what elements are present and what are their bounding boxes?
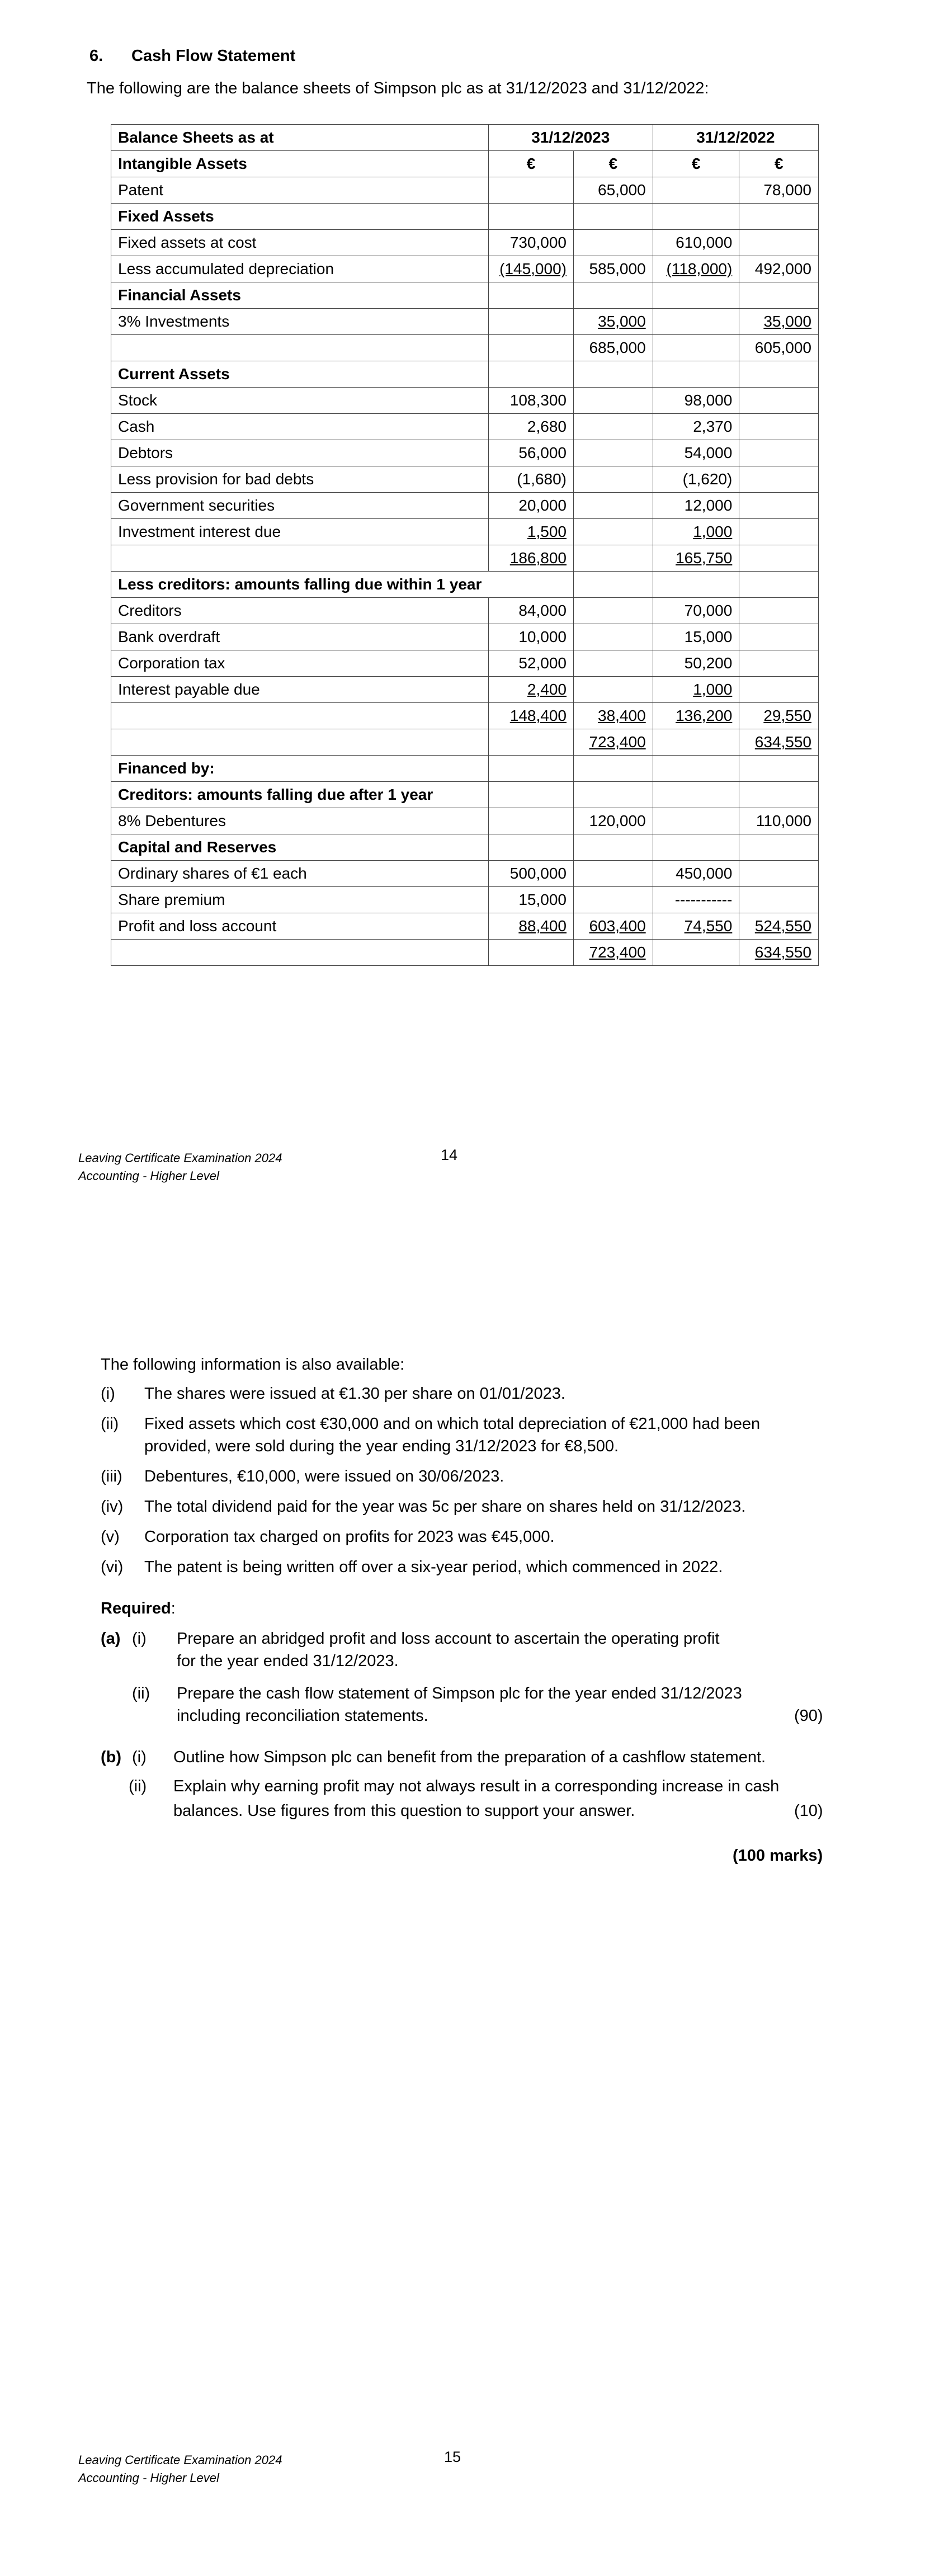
row-label: Fixed assets at cost bbox=[111, 230, 489, 256]
cell-c2 bbox=[573, 204, 653, 230]
part-a-ii-label: (ii) bbox=[132, 1685, 150, 1702]
cell-value: 50,200 bbox=[684, 654, 733, 672]
row-label bbox=[111, 703, 489, 729]
cell-c4 bbox=[739, 572, 819, 598]
cell-value: 70,000 bbox=[684, 602, 733, 619]
cell-value: 148,400 bbox=[509, 707, 567, 724]
cell-c1 bbox=[488, 782, 573, 808]
cell-c4 bbox=[739, 493, 819, 519]
cell-c2 bbox=[573, 335, 653, 361]
cell-value: (118,000) bbox=[666, 260, 733, 277]
table-row bbox=[111, 335, 819, 361]
cell-c4 bbox=[739, 309, 819, 335]
cell-c1 bbox=[488, 703, 573, 729]
cell-c1 bbox=[488, 388, 573, 414]
header-date-2023: 31/12/2023 bbox=[488, 125, 653, 151]
table-row bbox=[111, 361, 819, 388]
cell-value: 12,000 bbox=[684, 497, 733, 514]
part-a-i-line2: for the year ended 31/12/2023. bbox=[177, 1652, 399, 1670]
cell-value: 500,000 bbox=[509, 865, 567, 882]
cell-value: 65,000 bbox=[598, 181, 646, 199]
page-15 bbox=[0, 1286, 925, 2576]
cell-c3 bbox=[653, 756, 739, 782]
part-b-ii-line1: Explain why earning profit may not always result in a corresponding increase in cash bbox=[173, 1777, 780, 1795]
cell-c4 bbox=[739, 230, 819, 256]
cell-value: € bbox=[691, 155, 701, 172]
row-label: Current Assets bbox=[111, 361, 489, 388]
cell-c1 bbox=[488, 650, 573, 677]
cell-c3 bbox=[653, 861, 739, 887]
table-row bbox=[111, 545, 819, 572]
row-label: Fixed Assets bbox=[111, 204, 489, 230]
cell-c3 bbox=[653, 466, 739, 493]
cell-c1 bbox=[488, 756, 573, 782]
item-text: The patent is being written off over a six-year period, which commenced in 2022. bbox=[144, 1558, 723, 1576]
cell-c4 bbox=[739, 151, 819, 177]
cell-value: 35,000 bbox=[763, 313, 811, 330]
cell-c3 bbox=[653, 519, 739, 545]
table-row bbox=[111, 309, 819, 335]
cell-value: 136,200 bbox=[676, 707, 733, 724]
table-row bbox=[111, 177, 819, 204]
table-row bbox=[111, 834, 819, 861]
row-label: Debtors bbox=[111, 440, 489, 466]
page-number: 15 bbox=[444, 2448, 461, 2465]
cell-c3 bbox=[653, 177, 739, 204]
cell-c1 bbox=[488, 493, 573, 519]
row-label: Stock bbox=[111, 388, 489, 414]
row-label: Ordinary shares of €1 each bbox=[111, 861, 489, 887]
cell-value: (1,680) bbox=[517, 470, 567, 488]
cell-c4 bbox=[739, 729, 819, 756]
cell-value: 723,400 bbox=[589, 733, 646, 751]
cell-c2 bbox=[573, 414, 653, 440]
cell-c2 bbox=[573, 230, 653, 256]
cell-c1 bbox=[488, 335, 573, 361]
cell-c2 bbox=[573, 650, 653, 677]
table-row bbox=[111, 940, 819, 966]
table-row bbox=[111, 729, 819, 756]
cell-c4 bbox=[739, 204, 819, 230]
row-label: Less provision for bad debts bbox=[111, 466, 489, 493]
cell-value: 450,000 bbox=[676, 865, 733, 882]
cell-value: 88,400 bbox=[518, 917, 567, 935]
cell-value: 10,000 bbox=[518, 628, 567, 645]
row-label: Intangible Assets bbox=[111, 151, 489, 177]
table-row bbox=[111, 913, 819, 940]
cell-c4 bbox=[739, 388, 819, 414]
cell-value: 1,000 bbox=[693, 681, 733, 698]
cell-c1 bbox=[488, 729, 573, 756]
cell-c2 bbox=[573, 519, 653, 545]
table-row bbox=[111, 861, 819, 887]
footer bbox=[78, 2451, 282, 2487]
cell-value: 54,000 bbox=[684, 444, 733, 461]
cell-c4 bbox=[739, 256, 819, 282]
row-label: Profit and loss account bbox=[111, 913, 489, 940]
cell-c2 bbox=[573, 151, 653, 177]
cell-c4 bbox=[739, 624, 819, 650]
table-header-row bbox=[111, 125, 819, 151]
cell-c3 bbox=[653, 545, 739, 572]
row-label bbox=[111, 940, 489, 966]
cell-c1 bbox=[488, 230, 573, 256]
cell-value: 723,400 bbox=[589, 943, 646, 961]
cell-c2 bbox=[573, 861, 653, 887]
table-row bbox=[111, 572, 819, 598]
cell-c3 bbox=[653, 230, 739, 256]
cell-c2 bbox=[573, 703, 653, 729]
cell-c1 bbox=[488, 204, 573, 230]
cell-value: 52,000 bbox=[518, 654, 567, 672]
cell-c4 bbox=[739, 756, 819, 782]
cell-c4 bbox=[739, 414, 819, 440]
cell-c3 bbox=[653, 624, 739, 650]
cell-c3 bbox=[653, 309, 739, 335]
item-text: Debentures, €10,000, were issued on 30/06/2023. bbox=[144, 1468, 504, 1485]
cell-c4 bbox=[739, 335, 819, 361]
part-a-marks: (90) bbox=[794, 1707, 823, 1725]
question-title: Cash Flow Statement bbox=[131, 47, 296, 65]
info-intro: The following information is also available: bbox=[101, 1356, 405, 1374]
cell-value: ----------- bbox=[674, 891, 733, 908]
cell-value: 603,400 bbox=[589, 917, 646, 935]
question-heading bbox=[89, 47, 295, 65]
cell-c4 bbox=[739, 913, 819, 940]
cell-c1 bbox=[488, 624, 573, 650]
header-label: Balance Sheets as at bbox=[111, 125, 489, 151]
required-heading bbox=[101, 1600, 176, 1618]
cell-c2 bbox=[573, 782, 653, 808]
table-row bbox=[111, 703, 819, 729]
cell-c4 bbox=[739, 808, 819, 834]
table-row bbox=[111, 230, 819, 256]
cell-c4 bbox=[739, 940, 819, 966]
cell-c1 bbox=[488, 861, 573, 887]
cell-c3 bbox=[653, 572, 739, 598]
cell-c3 bbox=[653, 598, 739, 624]
cell-c1 bbox=[488, 598, 573, 624]
row-label: Financial Assets bbox=[111, 282, 489, 309]
cell-value: 56,000 bbox=[518, 444, 567, 461]
table-row bbox=[111, 519, 819, 545]
table-row bbox=[111, 204, 819, 230]
cell-value: 2,400 bbox=[527, 681, 567, 698]
item-label: (iv) bbox=[101, 1498, 124, 1516]
cell-c4 bbox=[739, 887, 819, 913]
footer-exam-name: Leaving Certificate Examination 2024 bbox=[78, 2453, 282, 2467]
cell-c2 bbox=[573, 913, 653, 940]
item-label: (v) bbox=[101, 1528, 120, 1546]
part-b-marks: (10) bbox=[794, 1802, 823, 1820]
table-row bbox=[111, 440, 819, 466]
cell-value: € bbox=[608, 155, 618, 172]
cell-c1 bbox=[488, 466, 573, 493]
cell-value: 685,000 bbox=[589, 339, 646, 356]
table-row bbox=[111, 887, 819, 913]
item-label: (vi) bbox=[101, 1558, 124, 1576]
page-14 bbox=[0, 0, 925, 1286]
table-row bbox=[111, 598, 819, 624]
cell-c3 bbox=[653, 887, 739, 913]
cell-c3 bbox=[653, 361, 739, 388]
cell-c1 bbox=[488, 834, 573, 861]
cell-c1 bbox=[488, 282, 573, 309]
cell-c3 bbox=[653, 151, 739, 177]
row-label: Share premium bbox=[111, 887, 489, 913]
cell-c3 bbox=[653, 650, 739, 677]
cell-c4 bbox=[739, 361, 819, 388]
row-label bbox=[111, 335, 489, 361]
cell-c1 bbox=[488, 545, 573, 572]
cell-c1 bbox=[488, 151, 573, 177]
cell-c1 bbox=[488, 913, 573, 940]
cell-c3 bbox=[653, 834, 739, 861]
cell-c1 bbox=[488, 256, 573, 282]
part-b-ii-line2: balances. Use figures from this question to support your answer. bbox=[173, 1802, 635, 1820]
part-b-i-label: (i) bbox=[132, 1748, 147, 1766]
cell-c3 bbox=[653, 204, 739, 230]
cell-c1 bbox=[488, 440, 573, 466]
cell-value: 524,550 bbox=[754, 917, 811, 935]
item-text: The shares were issued at €1.30 per share on 01/01/2023. bbox=[144, 1385, 565, 1403]
cell-c2 bbox=[573, 729, 653, 756]
cell-c1 bbox=[488, 519, 573, 545]
cell-c4 bbox=[739, 703, 819, 729]
cell-value: (1,620) bbox=[682, 470, 733, 488]
cell-value: 634,550 bbox=[754, 733, 811, 751]
table-row bbox=[111, 808, 819, 834]
cell-c1 bbox=[488, 940, 573, 966]
cell-value: 78,000 bbox=[763, 181, 811, 199]
cell-c3 bbox=[653, 414, 739, 440]
cell-value: 492,000 bbox=[754, 260, 811, 277]
cell-c4 bbox=[739, 545, 819, 572]
row-label: Government securities bbox=[111, 493, 489, 519]
cell-c3 bbox=[653, 282, 739, 309]
row-label: Corporation tax bbox=[111, 650, 489, 677]
part-b-label: (b) bbox=[101, 1748, 122, 1766]
table-row bbox=[111, 650, 819, 677]
cell-c3 bbox=[653, 808, 739, 834]
row-label: Interest payable due bbox=[111, 677, 489, 703]
cell-value: 84,000 bbox=[518, 602, 567, 619]
cell-c2 bbox=[573, 388, 653, 414]
row-label: 8% Debentures bbox=[111, 808, 489, 834]
row-label: Financed by: bbox=[111, 756, 489, 782]
question-intro: The following are the balance sheets of Simpson plc as at 31/12/2023 and 31/12/2022: bbox=[87, 79, 709, 97]
cell-c3 bbox=[653, 729, 739, 756]
cell-c1 bbox=[488, 808, 573, 834]
cell-value: 165,750 bbox=[676, 549, 733, 567]
cell-c3 bbox=[653, 440, 739, 466]
cell-c2 bbox=[573, 677, 653, 703]
cell-value: 108,300 bbox=[509, 391, 567, 409]
table-row bbox=[111, 756, 819, 782]
cell-value: 20,000 bbox=[518, 497, 567, 514]
cell-c2 bbox=[573, 572, 653, 598]
cell-value: 186,800 bbox=[509, 549, 567, 567]
cell-value: 605,000 bbox=[754, 339, 811, 356]
cell-c1 bbox=[488, 572, 573, 598]
item-label: (iii) bbox=[101, 1468, 122, 1485]
table-row bbox=[111, 256, 819, 282]
cell-c4 bbox=[739, 650, 819, 677]
cell-c2 bbox=[573, 440, 653, 466]
row-label: 3% Investments bbox=[111, 309, 489, 335]
row-label: Patent bbox=[111, 177, 489, 204]
part-a-label: (a) bbox=[101, 1630, 121, 1648]
cell-c1 bbox=[488, 177, 573, 204]
row-label: Bank overdraft bbox=[111, 624, 489, 650]
row-label: Creditors: amounts falling due after 1 year bbox=[111, 782, 489, 808]
cell-c4 bbox=[739, 598, 819, 624]
cell-c2 bbox=[573, 282, 653, 309]
cell-c3 bbox=[653, 703, 739, 729]
cell-c2 bbox=[573, 887, 653, 913]
cell-value: 29,550 bbox=[763, 707, 811, 724]
cell-c2 bbox=[573, 808, 653, 834]
cell-c2 bbox=[573, 256, 653, 282]
cell-value: € bbox=[774, 155, 784, 172]
cell-value: 1,000 bbox=[693, 523, 733, 540]
total-marks: (100 marks) bbox=[733, 1847, 823, 1865]
part-a-i-line1: Prepare an abridged profit and loss account to ascertain the operating profit bbox=[177, 1630, 720, 1648]
cell-c2 bbox=[573, 545, 653, 572]
part-b-i-text: Outline how Simpson plc can benefit from the preparation of a cashflow statement. bbox=[173, 1748, 766, 1766]
part-a-i-label: (i) bbox=[132, 1630, 147, 1648]
cell-value: 74,550 bbox=[684, 917, 733, 935]
table-row bbox=[111, 493, 819, 519]
cell-c2 bbox=[573, 940, 653, 966]
cell-c3 bbox=[653, 388, 739, 414]
cell-c1 bbox=[488, 677, 573, 703]
row-label bbox=[111, 729, 489, 756]
cell-c3 bbox=[653, 493, 739, 519]
cell-value: € bbox=[526, 155, 536, 172]
cell-c3 bbox=[653, 677, 739, 703]
cell-c4 bbox=[739, 677, 819, 703]
cell-value: 610,000 bbox=[676, 234, 733, 251]
row-label: Creditors bbox=[111, 598, 489, 624]
cell-value: 585,000 bbox=[589, 260, 646, 277]
cell-c1 bbox=[488, 361, 573, 388]
cell-c2 bbox=[573, 624, 653, 650]
footer-subject: Accounting - Higher Level bbox=[78, 1169, 219, 1183]
cell-c4 bbox=[739, 861, 819, 887]
cell-c2 bbox=[573, 493, 653, 519]
page-number: 14 bbox=[441, 1147, 458, 1163]
table-row bbox=[111, 282, 819, 309]
cell-c4 bbox=[739, 282, 819, 309]
cell-value: 15,000 bbox=[518, 891, 567, 908]
cell-value: 15,000 bbox=[684, 628, 733, 645]
required-colon: : bbox=[171, 1600, 176, 1617]
row-label bbox=[111, 545, 489, 572]
cell-c4 bbox=[739, 834, 819, 861]
cell-c3 bbox=[653, 913, 739, 940]
cell-c4 bbox=[739, 519, 819, 545]
footer-exam-name: Leaving Certificate Examination 2024 bbox=[78, 1151, 282, 1165]
row-label: Cash bbox=[111, 414, 489, 440]
item-text: Fixed assets which cost €30,000 and on which total depreciation of €21,000 had been provided, were sold during the year ending 31/12/2023 for €8,500. bbox=[144, 1415, 761, 1455]
cell-value: 110,000 bbox=[756, 812, 811, 829]
cell-c1 bbox=[488, 887, 573, 913]
cell-value: (145,000) bbox=[499, 260, 567, 277]
cell-c3 bbox=[653, 256, 739, 282]
required-label: Required bbox=[101, 1600, 171, 1617]
cell-c2 bbox=[573, 598, 653, 624]
table-row bbox=[111, 151, 819, 177]
part-a-ii-line1: Prepare the cash flow statement of Simpson plc for the year ended 31/12/2023 bbox=[177, 1685, 742, 1702]
cell-value: 2,680 bbox=[527, 418, 567, 435]
row-label: Less creditors: amounts falling due within 1 year bbox=[111, 572, 489, 598]
footer bbox=[78, 1149, 282, 1185]
cell-value: 730,000 bbox=[509, 234, 567, 251]
row-label: Less accumulated depreciation bbox=[111, 256, 489, 282]
item-text: Corporation tax charged on profits for 2023 was €45,000. bbox=[144, 1528, 555, 1546]
item-label: (i) bbox=[101, 1385, 115, 1403]
balance-sheet-table bbox=[111, 124, 819, 966]
table-row bbox=[111, 388, 819, 414]
table-row bbox=[111, 677, 819, 703]
cell-c2 bbox=[573, 309, 653, 335]
part-a-ii-line2: including reconciliation statements. bbox=[177, 1707, 428, 1725]
table-row bbox=[111, 782, 819, 808]
cell-value: 634,550 bbox=[754, 943, 811, 961]
table-row bbox=[111, 414, 819, 440]
cell-c4 bbox=[739, 466, 819, 493]
cell-c4 bbox=[739, 782, 819, 808]
cell-c3 bbox=[653, 940, 739, 966]
cell-c1 bbox=[488, 414, 573, 440]
cell-c3 bbox=[653, 782, 739, 808]
cell-c2 bbox=[573, 466, 653, 493]
cell-value: 35,000 bbox=[598, 313, 646, 330]
table-row bbox=[111, 624, 819, 650]
cell-value: 2,370 bbox=[693, 418, 733, 435]
item-label: (ii) bbox=[101, 1415, 119, 1433]
cell-c3 bbox=[653, 335, 739, 361]
table-row bbox=[111, 466, 819, 493]
cell-c2 bbox=[573, 361, 653, 388]
question-number: 6. bbox=[89, 47, 103, 65]
cell-c4 bbox=[739, 177, 819, 204]
header-date-2022: 31/12/2022 bbox=[653, 125, 818, 151]
cell-c2 bbox=[573, 177, 653, 204]
balance-sheet-body bbox=[111, 151, 819, 966]
row-label: Investment interest due bbox=[111, 519, 489, 545]
part-b-ii-label: (ii) bbox=[129, 1777, 147, 1795]
cell-c2 bbox=[573, 756, 653, 782]
cell-c4 bbox=[739, 440, 819, 466]
footer-subject: Accounting - Higher Level bbox=[78, 2471, 219, 2485]
row-label: Capital and Reserves bbox=[111, 834, 489, 861]
item-text: The total dividend paid for the year was 5c per share on shares held on 31/12/2023. bbox=[144, 1498, 746, 1516]
cell-c2 bbox=[573, 834, 653, 861]
cell-c1 bbox=[488, 309, 573, 335]
cell-value: 38,400 bbox=[598, 707, 646, 724]
cell-value: 120,000 bbox=[589, 812, 646, 829]
cell-value: 98,000 bbox=[684, 391, 733, 409]
cell-value: 1,500 bbox=[527, 523, 567, 540]
